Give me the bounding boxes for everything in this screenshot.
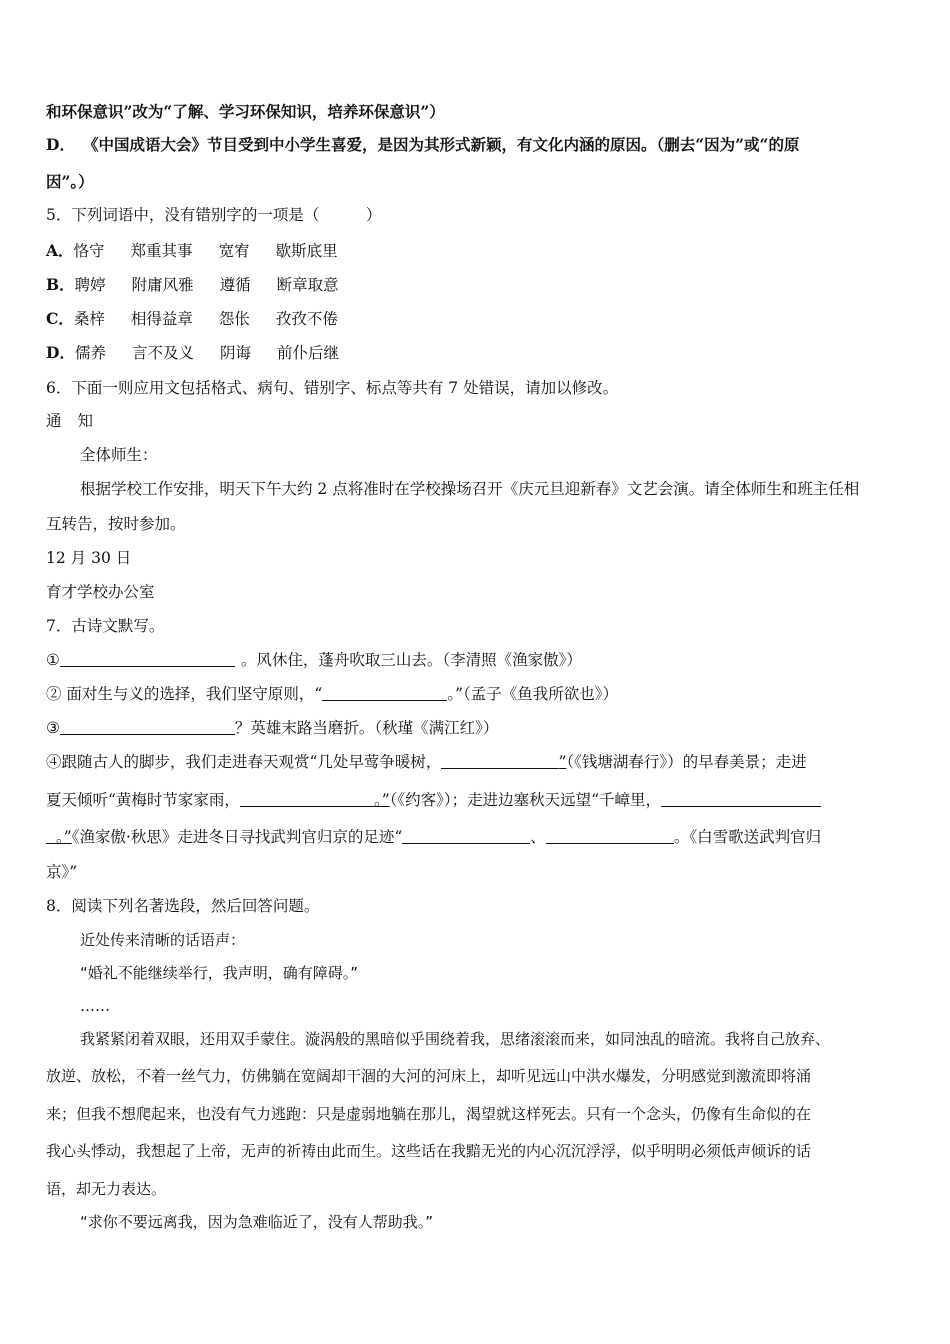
q5-stem: 5．下列词语中，没有错别字的一项是（ ） (46, 206, 382, 224)
q5-word: 孜孜不倦 (275, 310, 338, 328)
q5-option-label: D． (46, 343, 75, 362)
q7-item-3 (46, 718, 498, 738)
q5-word: 相得益章 (130, 310, 193, 328)
answer-blank[interactable] (322, 684, 447, 701)
q7-item-4-line1 (46, 752, 807, 772)
notice-body-line2: 互转告，按时参加。 (46, 515, 186, 533)
q5-word: 遵循 (219, 276, 251, 294)
q5-word: 前仆后继 (277, 344, 340, 362)
q5-word: 桑梓 (73, 310, 105, 328)
answer-blank[interactable] (546, 827, 674, 844)
q7-item-3-text: ？英雄末路当磨折。（秋瑾《满江红》） (234, 719, 499, 737)
answer-blank[interactable] (60, 650, 235, 667)
q5-word: 附庸风雅 (131, 276, 194, 294)
q5-option-a (46, 241, 338, 261)
q7-item-4-quote-close: 。” (373, 791, 390, 809)
passage-line: “婚礼不能继续举行，我声明，确有障碍。” (80, 964, 359, 982)
passage-line: 来；但我不想爬起来，也没有气力逃跑：只是虚弱地躺在那儿，渴望就这样死去。只有一个念头，仍像有生命似的在 (46, 1105, 812, 1123)
q4-option-d-continued: 因”。） (46, 172, 94, 191)
q7-item-2 (46, 684, 618, 704)
q5-option-label: B． (46, 275, 75, 294)
notice-title-char: 通 (46, 412, 62, 430)
passage-line: 我心头悸动，我想起了上帝，无声的祈祷由此而生。这些话在我黯无光的内心沉沉浮浮，似乎明明必须低声倾诉的话 (46, 1142, 812, 1160)
q8-stem: 8．阅读下列名著选段，然后回答问题。 (46, 897, 320, 915)
answer-blank[interactable] (240, 790, 374, 807)
q4-option-d (46, 135, 799, 155)
answer-blank[interactable] (661, 790, 821, 807)
q7-item-1 (46, 650, 582, 670)
q5-word: 歇斯底里 (275, 242, 338, 260)
q5-option-label: A． (46, 241, 74, 260)
passage-ellipsis: …… (80, 997, 110, 1015)
q7-item-4-line4: 京》” (46, 863, 78, 881)
q7-item-4-line2 (46, 790, 821, 810)
q7-item-3-number: ③ (46, 719, 60, 737)
passage-line: 语，却无力表达。 (46, 1180, 167, 1198)
q7-item-4-text: ④跟随古人的脚步，我们走进春天观赏“几处早莺争暖树， (46, 753, 442, 771)
q7-item-4-separator: 、 (530, 828, 546, 846)
answer-blank[interactable] (402, 827, 530, 844)
q5-option-b (46, 275, 339, 295)
q7-item-1-number: ① (46, 651, 60, 669)
q5-word: 儒养 (74, 344, 106, 362)
q7-item-1-text: 。风休住，蓬舟吹取三山去。（李清照《渔家傲》） (240, 651, 582, 669)
notice-title-char: 知 (77, 412, 94, 430)
q7-item-2-prompt: ② 面对生与义的选择，我们坚守原则，“ (46, 685, 323, 703)
q7-item-4-quote-close: ” (558, 753, 567, 771)
q5-word: 恪守 (73, 242, 105, 260)
q5-option-label: C． (46, 309, 74, 328)
q7-stem: 7．古诗文默写。 (46, 617, 165, 635)
q5-word: 聘婷 (74, 276, 106, 294)
answer-blank[interactable] (60, 718, 235, 735)
notice-body-line1: 根据学校工作安排，明天下午大约 2 点将准时在学校操场召开《庆元旦迎新春》文艺会演。请全体师生和班主任相 (80, 480, 860, 498)
q5-option-c (46, 309, 338, 329)
answer-blank[interactable] (46, 827, 56, 844)
q7-item-4-source: （《钱塘湖春行》）的早春美景；走进 (566, 753, 807, 771)
q7-item-4-source: （《约客》）；走进边塞秋天远望“千嶂里， (389, 791, 662, 809)
q5-word: 言不及义 (131, 344, 194, 362)
q5-word: 宽宥 (218, 242, 250, 260)
q5-word: 断章取意 (276, 276, 339, 294)
q4-option-d-label: D． (46, 135, 75, 154)
q7-item-4-line3 (46, 827, 821, 847)
notice-title (46, 411, 93, 431)
q4-option-d-text: 《中国成语大会》节目受到中小学生喜爱，是因为其形式新颖，有文化内涵的原因。（删去“因为”或“的原 (82, 135, 800, 154)
notice-salutation: 全体师生： (80, 446, 158, 464)
passage-line: 近处传来清晰的话语声： (80, 931, 246, 949)
passage-line: “求你不要远离我，因为急难临近了，没有人帮助我。” (80, 1213, 434, 1231)
q4-option-c-tail: 和环保意识”改为“了解、学习环保知识，培养环保意识”） (46, 102, 445, 121)
notice-date: 12 月 30 日 (46, 549, 132, 567)
passage-line: 放逆、放松，不着一丝气力，仿佛躺在宽阔却干涸的大河的河床上，却听见远山中洪水爆发，分明感觉到激流即将涌 (46, 1067, 812, 1085)
q7-item-4-source: 。《白雪歌送武判官归 (673, 828, 822, 846)
q5-word: 怨伥 (218, 310, 250, 328)
q7-item-4-quote-close: 。” (56, 828, 72, 846)
passage-line: 我紧紧闭着双眼，还用双手蒙住。漩涡般的黑暗似乎围绕着我，思绪滚滚而来，如同浊乱的暗流。我将自己放弃、 (80, 1030, 831, 1048)
answer-blank[interactable] (441, 752, 558, 769)
q7-item-4-text: 夏天倾听“黄梅时节家家雨， (46, 791, 240, 809)
notice-signer: 育才学校办公室 (46, 583, 155, 601)
q5-word: 阴诲 (219, 344, 251, 362)
q5-option-d (46, 343, 339, 363)
q7-item-4-text: 《渔家傲·秋思》走进冬日寻找武判官归京的足迹“ (71, 828, 403, 846)
q6-stem: 6．下面一则应用文包括格式、病句、错别字、标点等共有 7 处错误，请加以修改。 (46, 379, 619, 397)
q5-word: 郑重其事 (130, 242, 193, 260)
q7-item-2-source: 。”（孟子《鱼我所欲也》） (447, 685, 619, 703)
